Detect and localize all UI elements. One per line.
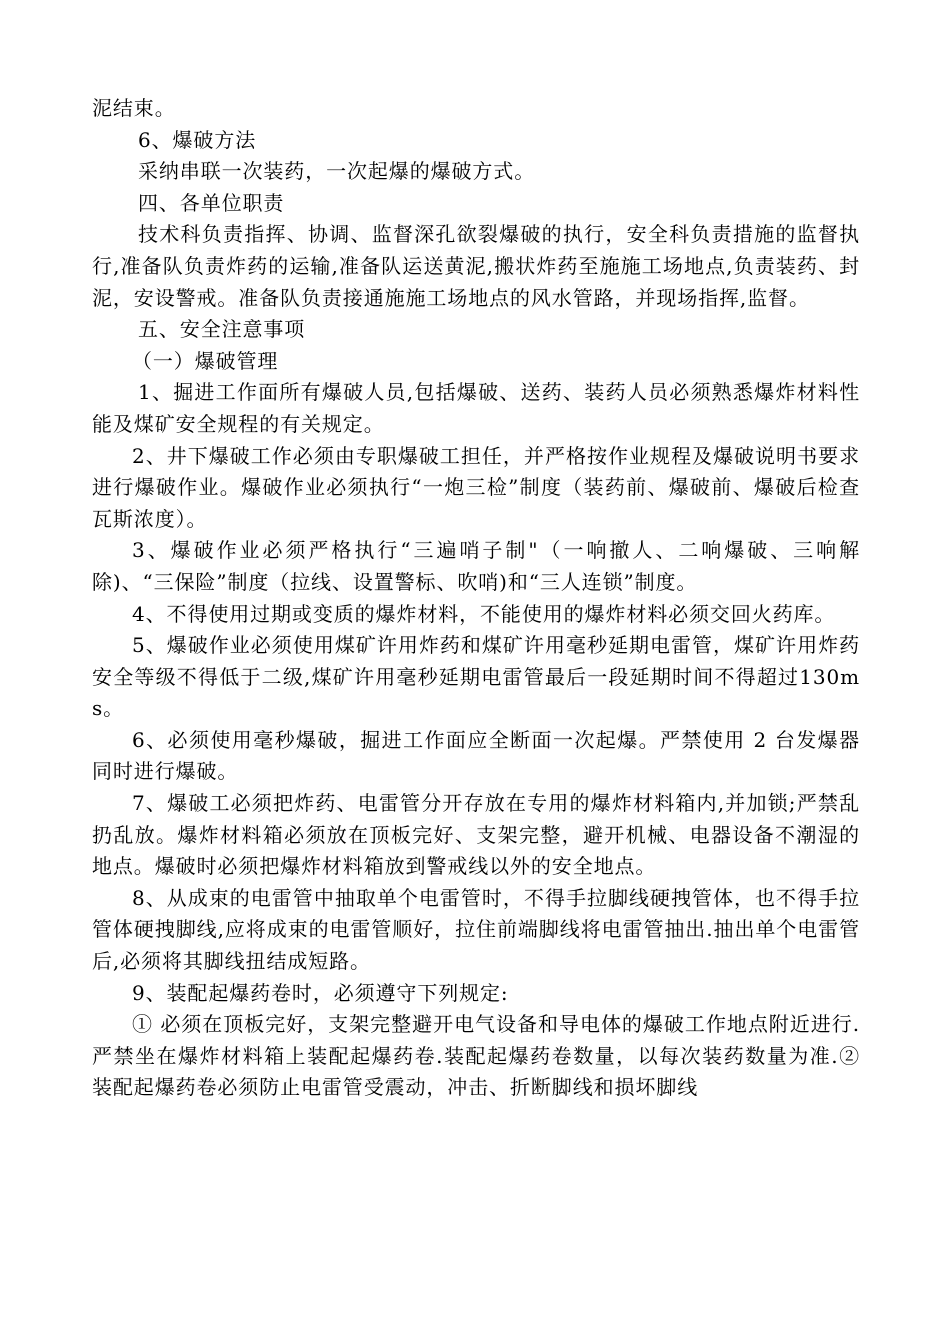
paragraph: 6、必须使用毫秒爆破，掘进工作面应全断面一次起爆。严禁使用 2 台发爆器同时进行爆破。: [92, 727, 860, 784]
paragraph: 3、爆破作业必须严格执行“三遍哨子制"（一响撤人、二响爆破、三响解除)、“三保险”制度（拉线、设置警标、吹哨)和“三人连锁”制度。: [92, 538, 860, 594]
paragraph: 五、安全注意事项: [138, 317, 306, 342]
paragraph: 8、从成束的电雷管中抽取单个电雷管时，不得手拉脚线硬拽管体，也不得手拉管体硬拽脚线,应将成束的电雷管顺好，拉住前端脚线将电雷管抽出.抽出单个电雷管后,必须将其脚线扭结成短路。: [92, 885, 860, 974]
paragraph: 技术科负责指挥、协调、监督深孔欲裂爆破的执行，安全科负责措施的监督执行,准备队负责炸药的运输,准备队运送黄泥,搬状炸药至施施工场地点,负责装药、封泥，安设警戒。准备队负责接通施施工场地点的风水管路，并现场指挥,监督。: [92, 222, 860, 310]
paragraph: 9、装配起爆药卷时，必须遵守下列规定:: [132, 980, 509, 1005]
body-text: [92, 93, 860, 1104]
paragraph: 泥结束。: [92, 96, 176, 120]
paragraph: 四、各单位职责: [138, 190, 285, 215]
paragraph: 1、掘进工作面所有爆破人员,包括爆破、送药、装药人员必须熟悉爆炸材料性能及煤矿安全规程的有关规定。: [92, 380, 860, 436]
paragraph: （一）爆破管理: [132, 348, 279, 373]
paragraph: 2、井下爆破工作必须由专职爆破工担任，并严格按作业规程及爆破说明书要求进行爆破作业。爆破作业必须执行“一炮三检”制度（装药前、爆破前、爆破后检查瓦斯浓度）。: [92, 443, 860, 531]
paragraph: ① 必须在顶板完好，支架完整避开电气设备和导电体的爆破工作地点附近进行.严禁坐在爆炸材料箱上装配起爆药卷.装配起爆药卷数量，以每次装药数量为准.② 装配起爆药卷必须防止电雷管受震动，冲击、折断脚线和损坏脚线: [92, 1012, 860, 1100]
paragraph: 5、爆破作业必须使用煤矿许用炸药和煤矿许用毫秒延期电雷管，煤矿许用炸药安全等级不得低于二级,煤矿许用毫秒延期电雷管最后一段延期时间不得超过130ms。: [92, 633, 860, 721]
paragraph: 6、爆破方法: [138, 127, 257, 152]
paragraph: 7、爆破工必须把炸药、电雷管分开存放在专用的爆炸材料箱内,并加锁;严禁乱扔乱放。爆炸材料箱必须放在顶板完好、支架完整，避开机械、电器设备不潮湿的地点。爆破时必须把爆炸材料箱放到警戒线以外的安全地点。: [92, 791, 860, 879]
paragraph: 采纳串联一次装药，一次起爆的爆破方式。: [138, 159, 536, 184]
paragraph: 4、不得使用过期或变质的爆炸材料，不能使用的爆炸材料必须交回火药库。: [132, 601, 836, 626]
